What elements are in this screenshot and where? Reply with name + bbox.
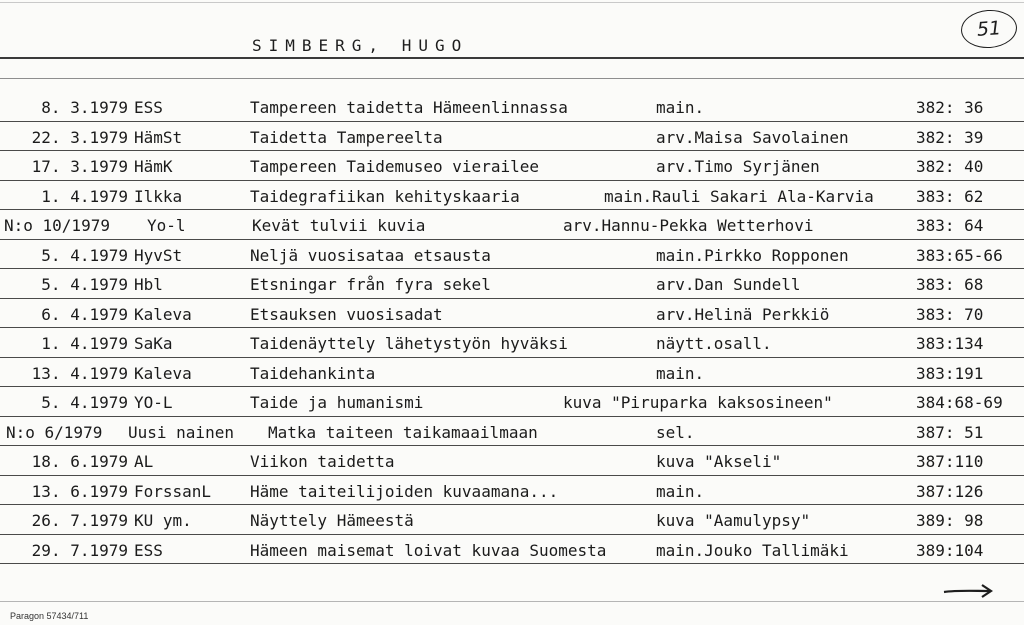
row-title: Matka taiteen taikamaailmaan [268,422,538,442]
row-date: 29. 7.1979 [31,540,128,560]
row-publication: HämSt [134,127,183,147]
row-reference: 383: 62 [916,186,984,206]
row-publication: ForssanL [134,481,212,501]
list-item [0,181,1024,211]
top-edge-line [0,2,1024,3]
row-publication: SaKa [134,334,173,353]
header-subrule [0,78,1024,79]
row-publication: HyvSt [134,245,183,265]
list-item [0,535,1024,565]
row-title: Häme taiteilijoiden kuvaamana... [250,481,559,501]
row-reference: 389:104 [916,540,984,560]
row-reference: 383: 68 [916,275,984,294]
row-publication: HämK [134,157,173,176]
row-title: Taidegrafiikan kehityskaaria [250,186,520,206]
row-title: Taidehankinta [250,363,376,383]
row-reference: 383: 64 [916,216,984,235]
row-note: main.Pirkko Ropponen [656,245,849,265]
row-reference: 384:68-69 [916,393,1003,412]
row-title: Taide ja humanismi [250,393,424,412]
row-date: 17. 3.1979 [31,157,128,176]
list-item [0,151,1024,181]
row-note: arv.Maisa Savolainen [656,127,849,147]
row-note: kuva "Aamulypsy" [656,511,811,530]
list-item [0,476,1024,506]
row-reference: 389: 98 [916,511,984,530]
row-date: 26. 7.1979 [31,511,128,530]
row-date: 8. 3.1979 [41,98,128,117]
list-item [0,328,1024,358]
row-title: Etsningar från fyra sekel [250,275,491,294]
row-date: 13. 6.1979 [31,481,128,501]
row-reference: 383:191 [916,363,984,383]
footer-rule [0,601,1024,602]
clipping-list [0,92,1024,564]
arrow-right-icon [942,582,994,600]
row-date: N:o 6/1979 [6,422,103,442]
row-publication: AL [134,452,154,471]
row-note: sel. [656,422,695,442]
row-reference: 383:134 [916,334,984,353]
row-note: arv.Hannu-Pekka Wetterhovi [563,216,814,235]
list-item [0,122,1024,152]
row-publication: Hbl [134,275,163,294]
row-date: 13. 4.1979 [31,363,128,383]
list-item [0,417,1024,447]
row-title: Näyttely Hämeestä [250,511,414,530]
row-title: Kevät tulvii kuvia [252,216,426,235]
row-publication: Yo-l [147,216,186,235]
list-item [0,505,1024,535]
row-publication: Ilkka [134,186,183,206]
row-note: main. [656,98,705,117]
list-item [0,92,1024,122]
row-title: Viikon taidetta [250,452,395,471]
list-item [0,446,1024,476]
row-date: 5. 4.1979 [41,393,128,412]
row-reference: 382: 39 [916,127,984,147]
row-date: 6. 4.1979 [41,304,128,324]
list-item [0,269,1024,299]
row-note: main.Jouko Tallimäki [656,540,849,560]
header-rule [0,57,1024,59]
row-publication: Kaleva [134,304,192,324]
row-publication: Kaleva [134,363,192,383]
row-title: Neljä vuosisataa etsausta [250,245,491,265]
row-note: kuva "Piruparka kaksosineen" [563,393,833,412]
row-title: Tampereen Taidemuseo vierailee [250,157,539,176]
row-note: arv.Helinä Perkkiö [656,304,830,324]
row-note: näytt.osall. [656,334,772,353]
card-header-name: SIMBERG, HUGO [252,36,469,55]
row-title: Taidenäyttely lähetystyön hyväksi [250,334,568,353]
list-item [0,240,1024,270]
row-note: kuva "Akseli" [656,452,782,471]
row-note: arv.Dan Sundell [656,275,801,294]
row-date: 5. 4.1979 [41,245,128,265]
row-reference: 383: 70 [916,304,984,324]
row-date: 5. 4.1979 [41,275,128,294]
row-title: Etsauksen vuosisadat [250,304,443,324]
row-reference: 382: 36 [916,98,984,117]
list-item [0,387,1024,417]
printer-mark: Paragon 57434/711 [10,611,89,621]
row-reference: 387:126 [916,481,984,501]
row-publication: ESS [134,540,163,560]
row-reference: 387: 51 [916,422,984,442]
list-item [0,299,1024,329]
list-item [0,358,1024,388]
row-date: 1. 4.1979 [41,186,128,206]
row-date: 1. 4.1979 [41,334,128,353]
row-publication: ESS [134,98,163,117]
card-number-circled: 51 [960,8,1019,50]
row-reference: 382: 40 [916,157,984,176]
row-note: main. [656,481,705,501]
row-publication: KU ym. [134,511,192,530]
row-note: arv.Timo Syrjänen [656,157,820,176]
row-note: main.Rauli Sakari Ala-Karvia [604,186,874,206]
row-title: Taidetta Tampereelta [250,127,443,147]
row-date: 18. 6.1979 [31,452,128,471]
row-date: N:o 10/1979 [4,216,110,235]
row-note: main. [656,363,705,383]
row-date: 22. 3.1979 [31,127,128,147]
row-publication: Uusi nainen [128,422,234,442]
row-publication: YO-L [134,393,173,412]
list-item [0,210,1024,240]
row-reference: 383:65-66 [916,245,1003,265]
row-reference: 387:110 [916,452,984,471]
row-title: Tampereen taidetta Hämeenlinnassa [250,98,568,117]
row-title: Hämeen maisemat loivat kuvaa Suomesta [250,540,607,560]
